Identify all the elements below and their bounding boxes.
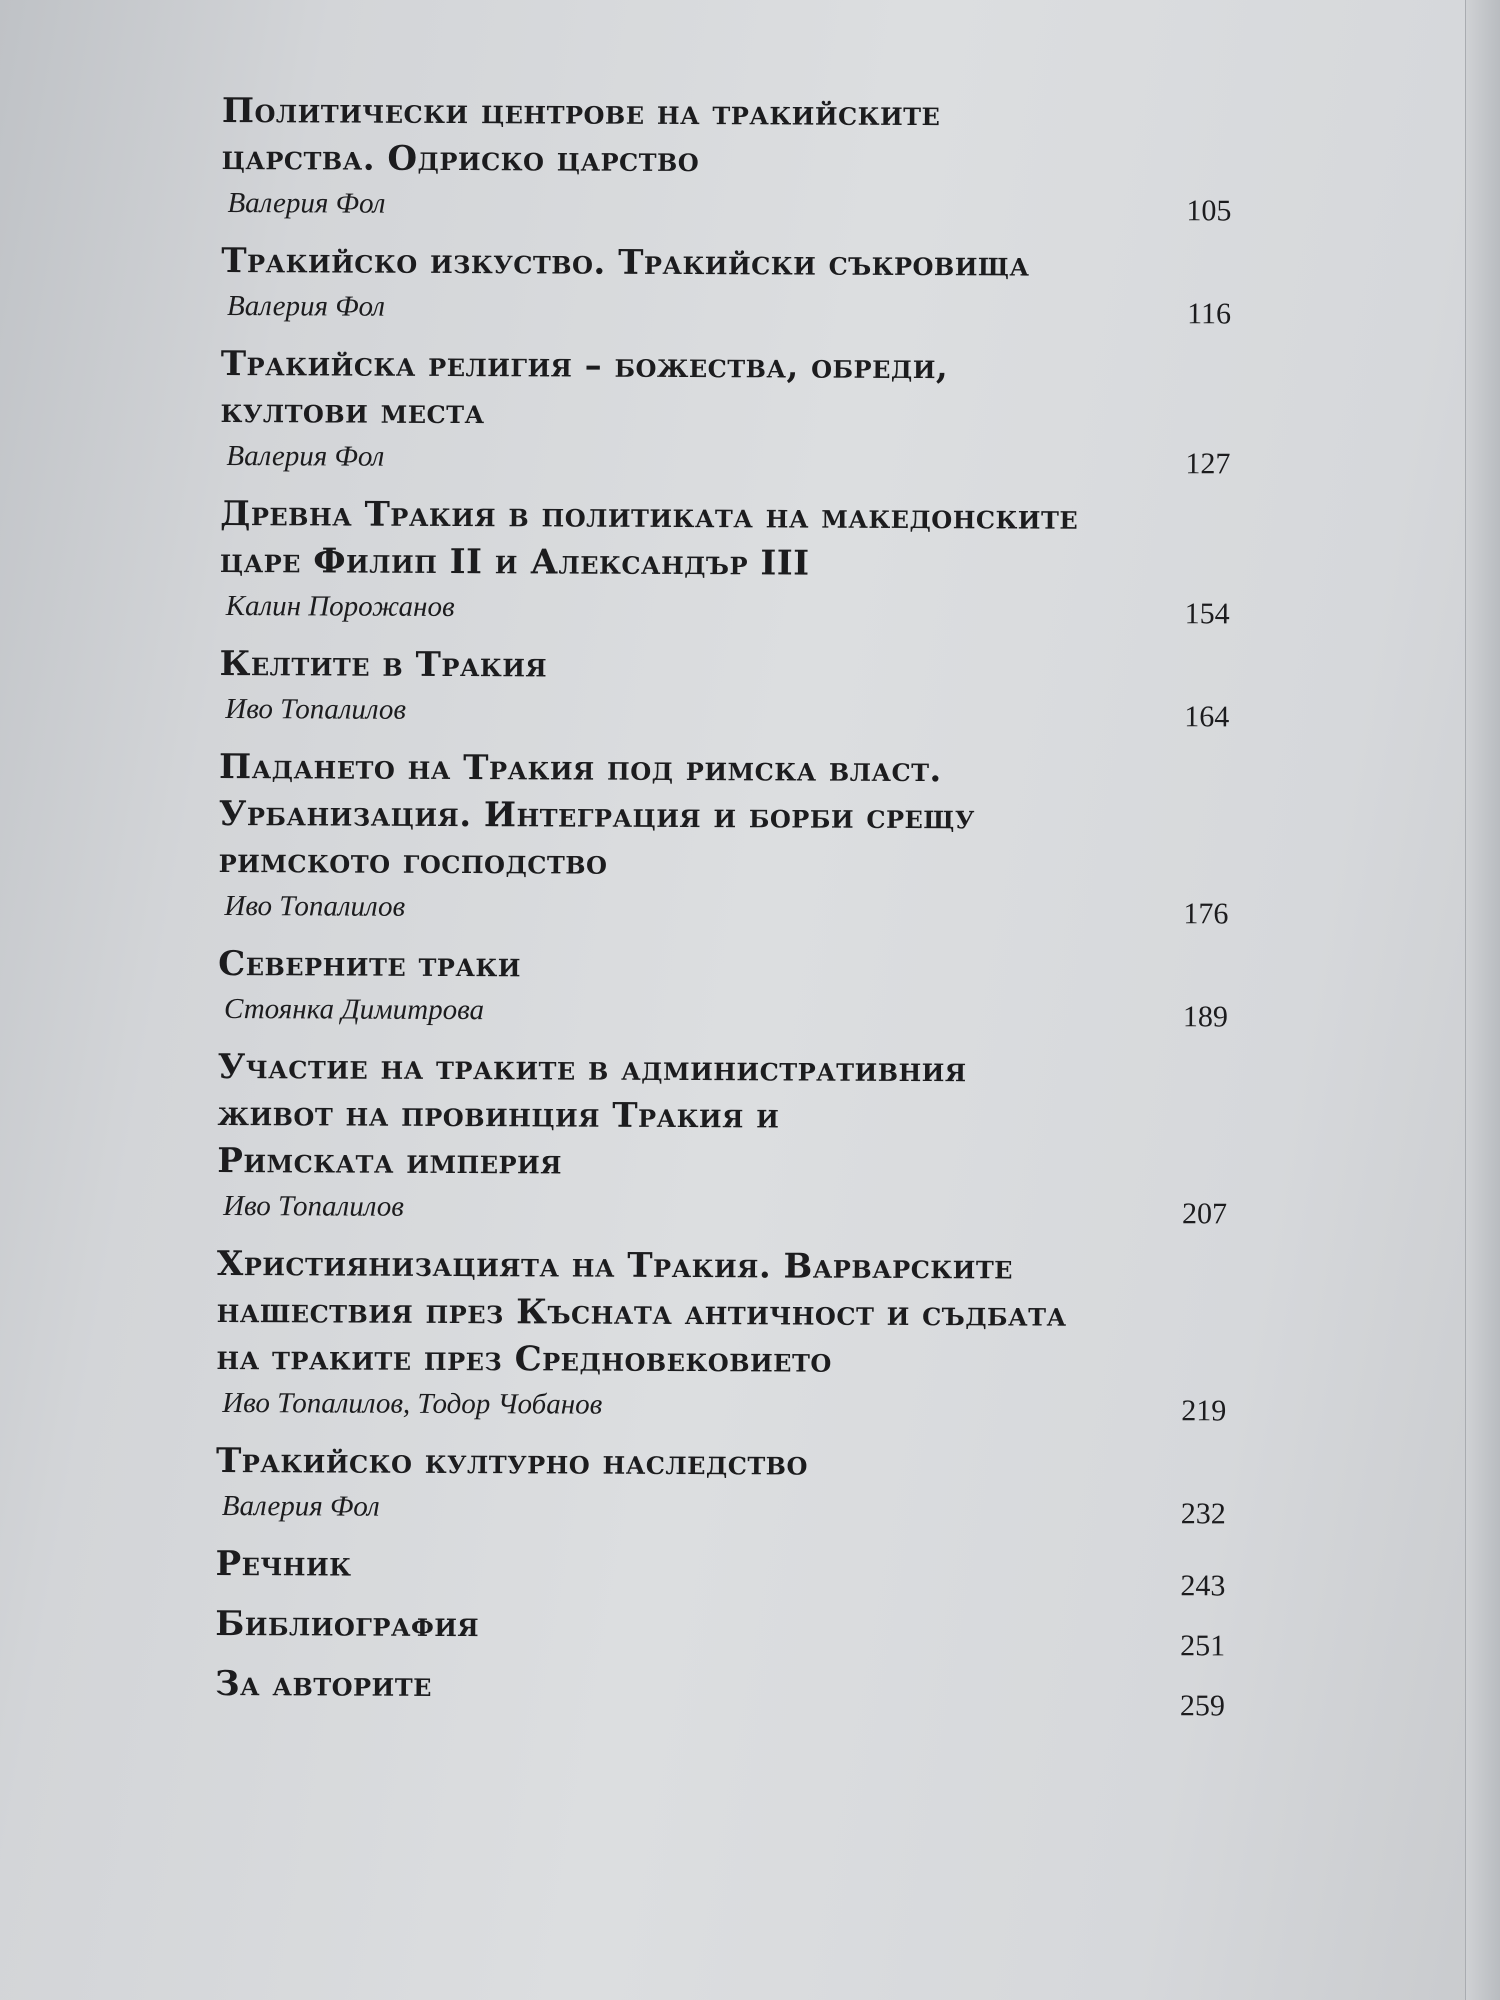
entry-page-number: 116 — [1187, 297, 1232, 331]
author-row — [219, 688, 1229, 734]
author-row — [221, 182, 1231, 228]
toc-entry — [216, 1438, 1226, 1531]
entry-author: Валерия Фол — [221, 1490, 380, 1523]
entry-page-number: 176 — [1183, 897, 1229, 931]
title-line: нашествия през Късната античност и съдбата — [216, 1290, 1067, 1335]
author-row — [221, 285, 1231, 331]
author-row — [218, 988, 1228, 1034]
title-line: Тракийско изкуство. Тракийски съкровища — [221, 240, 1030, 285]
title-line: царе Филип II и Александър III — [219, 540, 810, 584]
toc-entry — [216, 1241, 1227, 1428]
toc-entry — [221, 88, 1232, 228]
author-row — [218, 885, 1228, 931]
title-line: на траките през Средновековието — [216, 1337, 832, 1381]
entry-author: Калин Порожанов — [225, 590, 455, 624]
title-line: живот на провинция Тракия и — [217, 1093, 780, 1137]
toc-entry — [220, 341, 1231, 481]
entry-author: Иво Топалилов — [223, 1190, 404, 1223]
back-matter-entry — [215, 1661, 1225, 1725]
entry-page-number: 251 — [1180, 1629, 1226, 1663]
entry-page-number: 243 — [1180, 1569, 1226, 1603]
entry-page-number: 154 — [1184, 597, 1230, 631]
entry-author: Иво Топалилов, Тодор Чобанов — [222, 1387, 603, 1421]
entry-author: Иво Топалилов — [225, 693, 407, 726]
back-matter-entry — [215, 1601, 1225, 1665]
entry-page-number: 207 — [1182, 1197, 1228, 1231]
entry-author: Иво Топалилов — [224, 890, 406, 923]
title-line: римското господство — [218, 840, 608, 883]
entry-title — [221, 238, 1141, 289]
title-line: царства. Одриско царство — [221, 137, 700, 181]
author-row — [217, 1185, 1227, 1231]
entry-page-number: 105 — [1186, 194, 1232, 228]
back-matter-entry — [215, 1541, 1225, 1605]
entry-title: Речник — [215, 1543, 352, 1585]
toc-entry — [217, 1044, 1228, 1231]
entry-title: Библиография — [215, 1603, 480, 1646]
title-line: Северните траки — [218, 943, 522, 986]
title-line: Келтите в Тракия — [219, 643, 548, 686]
title-line: Падането на Тракия под римска власт. — [218, 746, 942, 791]
entry-title — [220, 341, 1140, 439]
title-line: Древна Тракия в политиката на македонските — [220, 493, 1079, 538]
entry-title — [218, 941, 1138, 992]
author-row — [220, 585, 1230, 631]
entry-author: Стоянка Димитрова — [223, 993, 485, 1027]
author-row — [216, 1382, 1226, 1428]
toc-entry — [220, 491, 1231, 631]
author-row — [216, 1485, 1226, 1531]
entry-page-number: 189 — [1182, 1000, 1229, 1034]
entry-title — [219, 744, 1140, 889]
title-line: Урбанизация. Интеграция и борби срещу — [218, 793, 975, 838]
entry-page-number: 219 — [1181, 1394, 1227, 1428]
entry-page-number: 164 — [1184, 700, 1230, 734]
entry-title — [217, 1044, 1138, 1189]
table-of-contents — [215, 88, 1232, 1725]
title-line: Политически центрове на тракийските — [221, 90, 941, 135]
entry-title — [222, 88, 1142, 186]
toc-entry — [221, 238, 1231, 331]
title-line: Участие на траките в административния — [217, 1046, 967, 1091]
entry-page-number: 232 — [1180, 1497, 1226, 1531]
toc-entry — [218, 744, 1229, 931]
entry-page-number: 127 — [1185, 447, 1231, 481]
title-line: Тракийско културно наследство — [215, 1440, 809, 1484]
entry-title — [220, 491, 1140, 589]
title-line: Християнизацията на Тракия. Варварските — [216, 1243, 1014, 1288]
title-line: Тракийска религия – божества, обреди, — [220, 343, 949, 388]
author-row — [220, 435, 1230, 481]
entry-page-number: 259 — [1179, 1689, 1226, 1723]
toc-entry — [219, 641, 1229, 734]
entry-title: За авторите — [214, 1663, 433, 1705]
entry-author: Валерия Фол — [226, 440, 385, 473]
title-line: Римската империя — [217, 1140, 563, 1183]
title-line: култови места — [220, 390, 485, 433]
page-edge — [1465, 0, 1500, 2000]
entry-title — [216, 1241, 1227, 1386]
entry-author: Валерия Фол — [226, 290, 386, 323]
entry-author: Валерия Фол — [227, 187, 386, 220]
entry-title — [216, 1438, 1136, 1489]
toc-entry — [218, 941, 1228, 1034]
entry-title — [219, 641, 1139, 692]
